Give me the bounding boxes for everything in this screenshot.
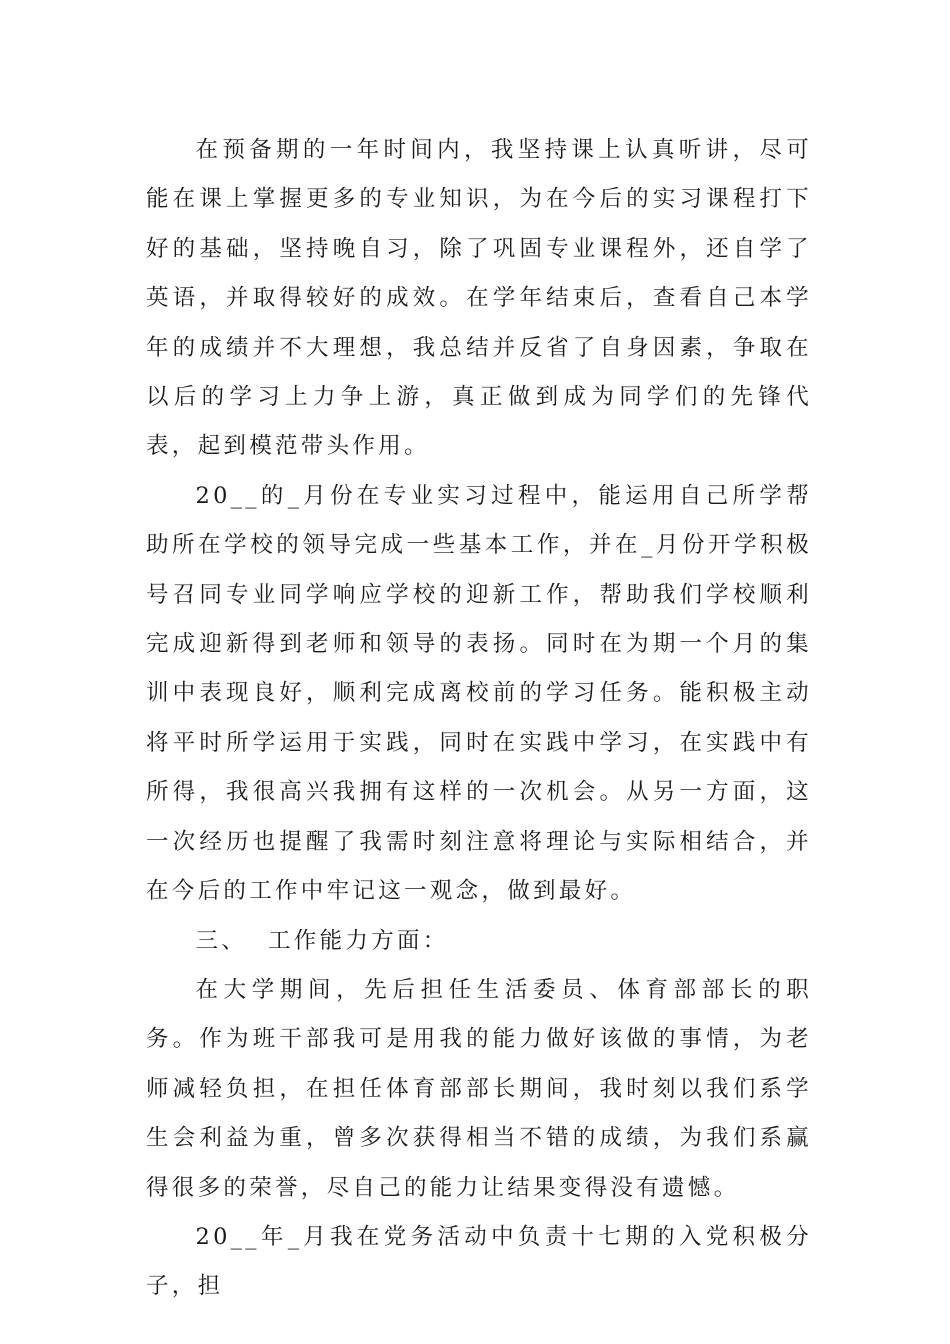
paragraph-party-activities: 20__年_月我在党务活动中负责十七期的入党积极分子，担 [146,1223,812,1300]
paragraph-student-roles: 在大学期间，先后担任生活委员、体育部部长的职务。作为班干部我可是用我的能力做好该做的事情，为老师减轻负担，在担任体育部部长期间，我时刻以我们系学生会利益为重，曾多次获得相当不错的成绩，为我们系赢得很多的荣誉，尽自己的能力让结果变得没有遗憾。 [146,976,812,1201]
paragraph-study: 在预备期的一年时间内，我坚持课上认真听讲，尽可能在课上掌握更多的专业知识，为在今后的实习课程打下好的基础，坚持晚自习，除了巩固专业课程外，还自学了英语，并取得较好的成效。在学年结束后，查看自己本学年的成绩并不大理想，我总结并反省了自身因素，争取在以后的学习上力争上游，真正做到成为同学们的先锋代表，起到模范带头作用。 [146,137,812,460]
document-page [146,126,812,1312]
paragraph-internship: 20__的_月份在专业实习过程中，能运用自己所学帮助所在学校的领导完成一些基本工作，并在_月份开学积极号召同专业同学响应学校的迎新工作，帮助我们学校顺利完成迎新得到老师和领导的表扬。同时在为期一个月的集训中表现良好，顺利完成离校前的学习任务。能积极主动将平时所学运用于实践，同时在实践中学习，在实践中有所得，我很高兴我拥有这样的一次机会。从另一方面，这一次经历也提醒了我需时刻注意将理论与实际相结合，并在今后的工作中牢记这一观念，做到最好。 [146,482,812,905]
section-heading-work-ability: 三、 工作能力方面： [195,927,449,954]
